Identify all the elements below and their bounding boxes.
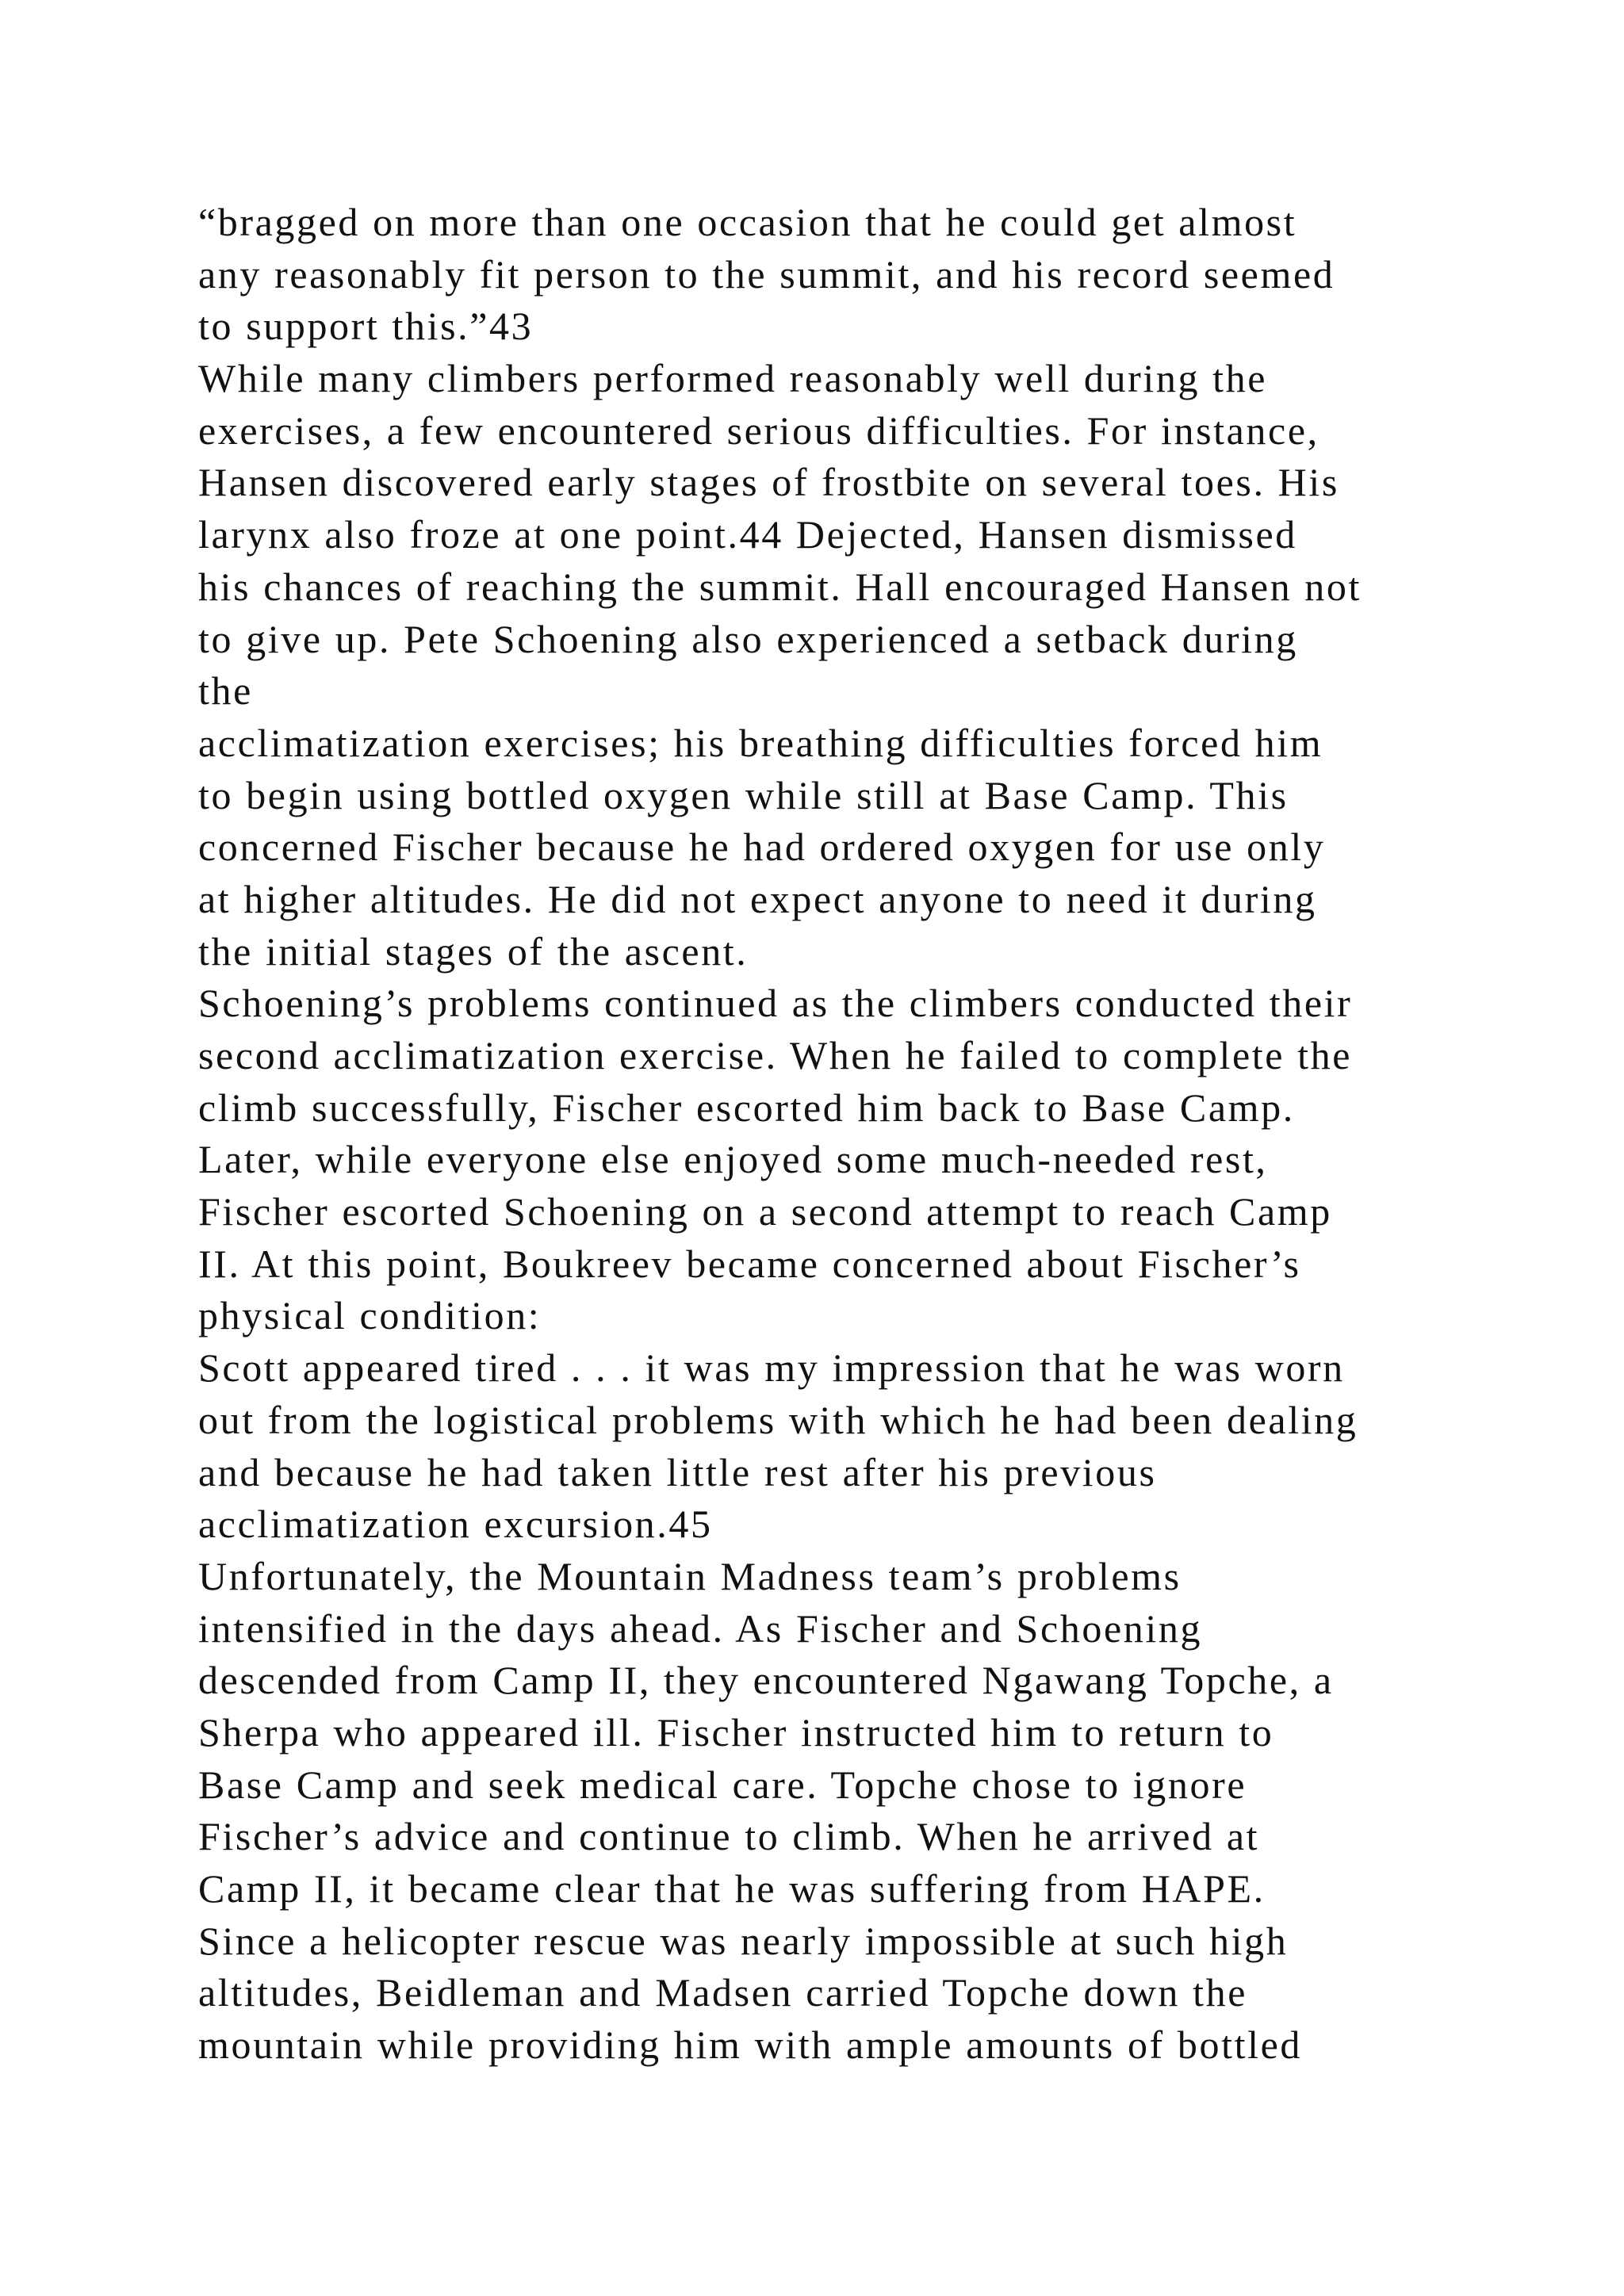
text-line: climb successfully, Fischer escorted him back to Base Camp. (198, 1085, 1295, 1130)
text-line: to give up. Pete Schoening also experienced a setback during (198, 616, 1298, 661)
text-line: Fischer’s advice and continue to climb. When he arrived at (198, 1814, 1260, 1859)
text-line: to support this.”43 (198, 304, 534, 349)
text-line: acclimatization excursion.45 (198, 1502, 713, 1547)
text-line: “bragged on more than one occasion that he could get almost (198, 200, 1297, 244)
text-line: Schoening’s problems continued as the climbers conducted their (198, 981, 1353, 1026)
text-line: second acclimatization exercise. When he failed to complete the (198, 1033, 1353, 1077)
text-line: out from the logistical problems with which he had been dealing (198, 1397, 1358, 1442)
text-line: Camp II, it became clear that he was suffering from HAPE. (198, 1866, 1266, 1911)
text-line: exercises, a few encountered serious difficulties. For instance, (198, 408, 1320, 453)
text-line: concerned Fischer because he had ordered oxygen for use only (198, 825, 1326, 870)
text-line: Sherpa who appeared ill. Fischer instructed him to return to (198, 1709, 1274, 1755)
text-line: to begin using bottled oxygen while still at Base Camp. This (198, 772, 1289, 817)
text-line: mountain while providing him with ample amounts of bottled (198, 2022, 1302, 2068)
text-line: Scott appeared tired . . . it was my impression that he was worn (198, 1345, 1345, 1391)
text-line: and because he had taken little rest after his previous (198, 1449, 1157, 1494)
text-line: II. At this point, Boukreev became concerned about Fischer’s (198, 1241, 1301, 1286)
text-line: While many climbers performed reasonably well during the (198, 356, 1268, 401)
text-line: the initial stages of the ascent. (198, 928, 749, 974)
text-line: his chances of reaching the summit. Hall encouraged Hansen not (198, 564, 1362, 609)
text-line: descended from Camp II, they encountered Ngawang Topche, a (198, 1658, 1334, 1703)
text-line: acclimatization exercises; his breathing difficulties forced him (198, 720, 1323, 765)
text-line: any reasonably fit person to the summit, and his record seemed (198, 251, 1335, 297)
body-text (198, 197, 1515, 2072)
text-line: physical condition: (198, 1293, 542, 1338)
text-line: at higher altitudes. He did not expect anyone to need it during (198, 876, 1317, 921)
text-line: Unfortunately, the Mountain Madness team’s problems (198, 1553, 1182, 1598)
text-line: larynx also froze at one point.44 Dejected, Hansen dismissed (198, 512, 1297, 557)
text-line: the (198, 668, 253, 714)
text-line: Since a helicopter rescue was nearly impossible at such high (198, 1918, 1289, 1963)
text-line: Later, while everyone else enjoyed some much-needed rest, (198, 1137, 1268, 1182)
text-line: Hansen discovered early stages of frostbite on several toes. His (198, 460, 1339, 505)
text-line: intensified in the days ahead. As Fischer and Schoening (198, 1605, 1203, 1651)
text-line: altitudes, Beidleman and Madsen carried Topche down the (198, 1970, 1247, 2015)
text-line: Base Camp and seek medical care. Topche chose to ignore (198, 1762, 1247, 1807)
text-line: Fischer escorted Schoening on a second attempt to reach Camp (198, 1189, 1332, 1234)
